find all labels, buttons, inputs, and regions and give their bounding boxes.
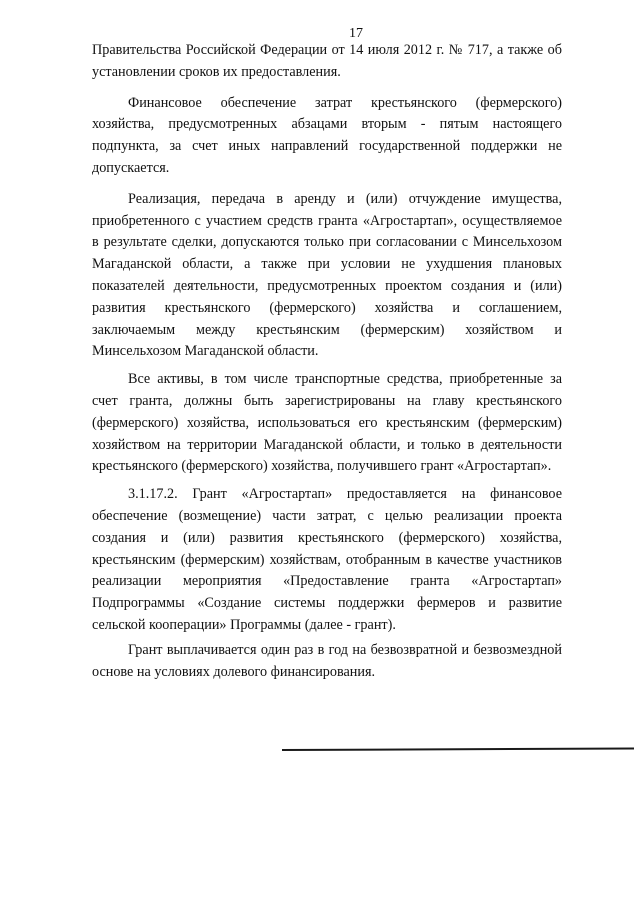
page-number: 17 <box>349 26 363 41</box>
paragraph-financing: Финансовое обеспечение затрат крестьянского (фермерского) хозяйства, предусмотренных абзацами вторым - пятым настоящего подпункта, за счет иных направлений государственной поддержки не допускается. <box>92 94 562 176</box>
paragraph-grant-3-1-17-2: 3.1.17.2. Грант «Агростартап» предоставляется на финансовое обеспечение (возмещение) части затрат, с целью реализации проекта создания и (или) развития крестьянского (фермерского) хозяйства, крестьянским (фермерским) хозяйствам, отобранным в качестве участников реализации мероприятия «Предоставление гранта «Агростартап» Подпрограммы «Создание системы поддержки фермеров и развитие сельской кооперации» Программы (далее - грант). <box>92 486 562 633</box>
document-body <box>92 40 562 683</box>
paragraph-continuation: Правительства Российской Федерации от 14 июля 2012 г. № 717, а также об установлении сроков их предоставления. <box>92 42 562 80</box>
paragraph-property-disposal: Реализация, передача в аренду и (или) отчуждение имущества, приобретенного с участием средств гранта «Агростартап», осуществляемое в результате сделки, допускаются только при согласовании с Минсельхозом Магаданской области, а также при условии не ухудшения плановых показателей деятельности, предусмотренных проектом создания и (или) развития крестьянского (фермерского) хозяйства и соглашением, заключаемым между крестьянским (фермерским) хозяйством и Минсельхозом Магаданской области. <box>92 190 562 360</box>
paragraph-grant-payment: Грант выплачивается один раз в год на безвозвратной и безвозмездной основе на условиях долевого финансирования. <box>92 641 562 680</box>
horizontal-rule <box>282 747 634 751</box>
paragraph-assets: Все активы, в том числе транспортные средства, приобретенные за счет гранта, должны быть зарегистрированы на главу крестьянского (фермерского) хозяйства, использоваться его крестьянским (фермерским) хозяйством на территории Магаданской области, и только в деятельности крестьянского (фермерского) хозяйства, получившего грант «Агростартап». <box>92 371 562 475</box>
